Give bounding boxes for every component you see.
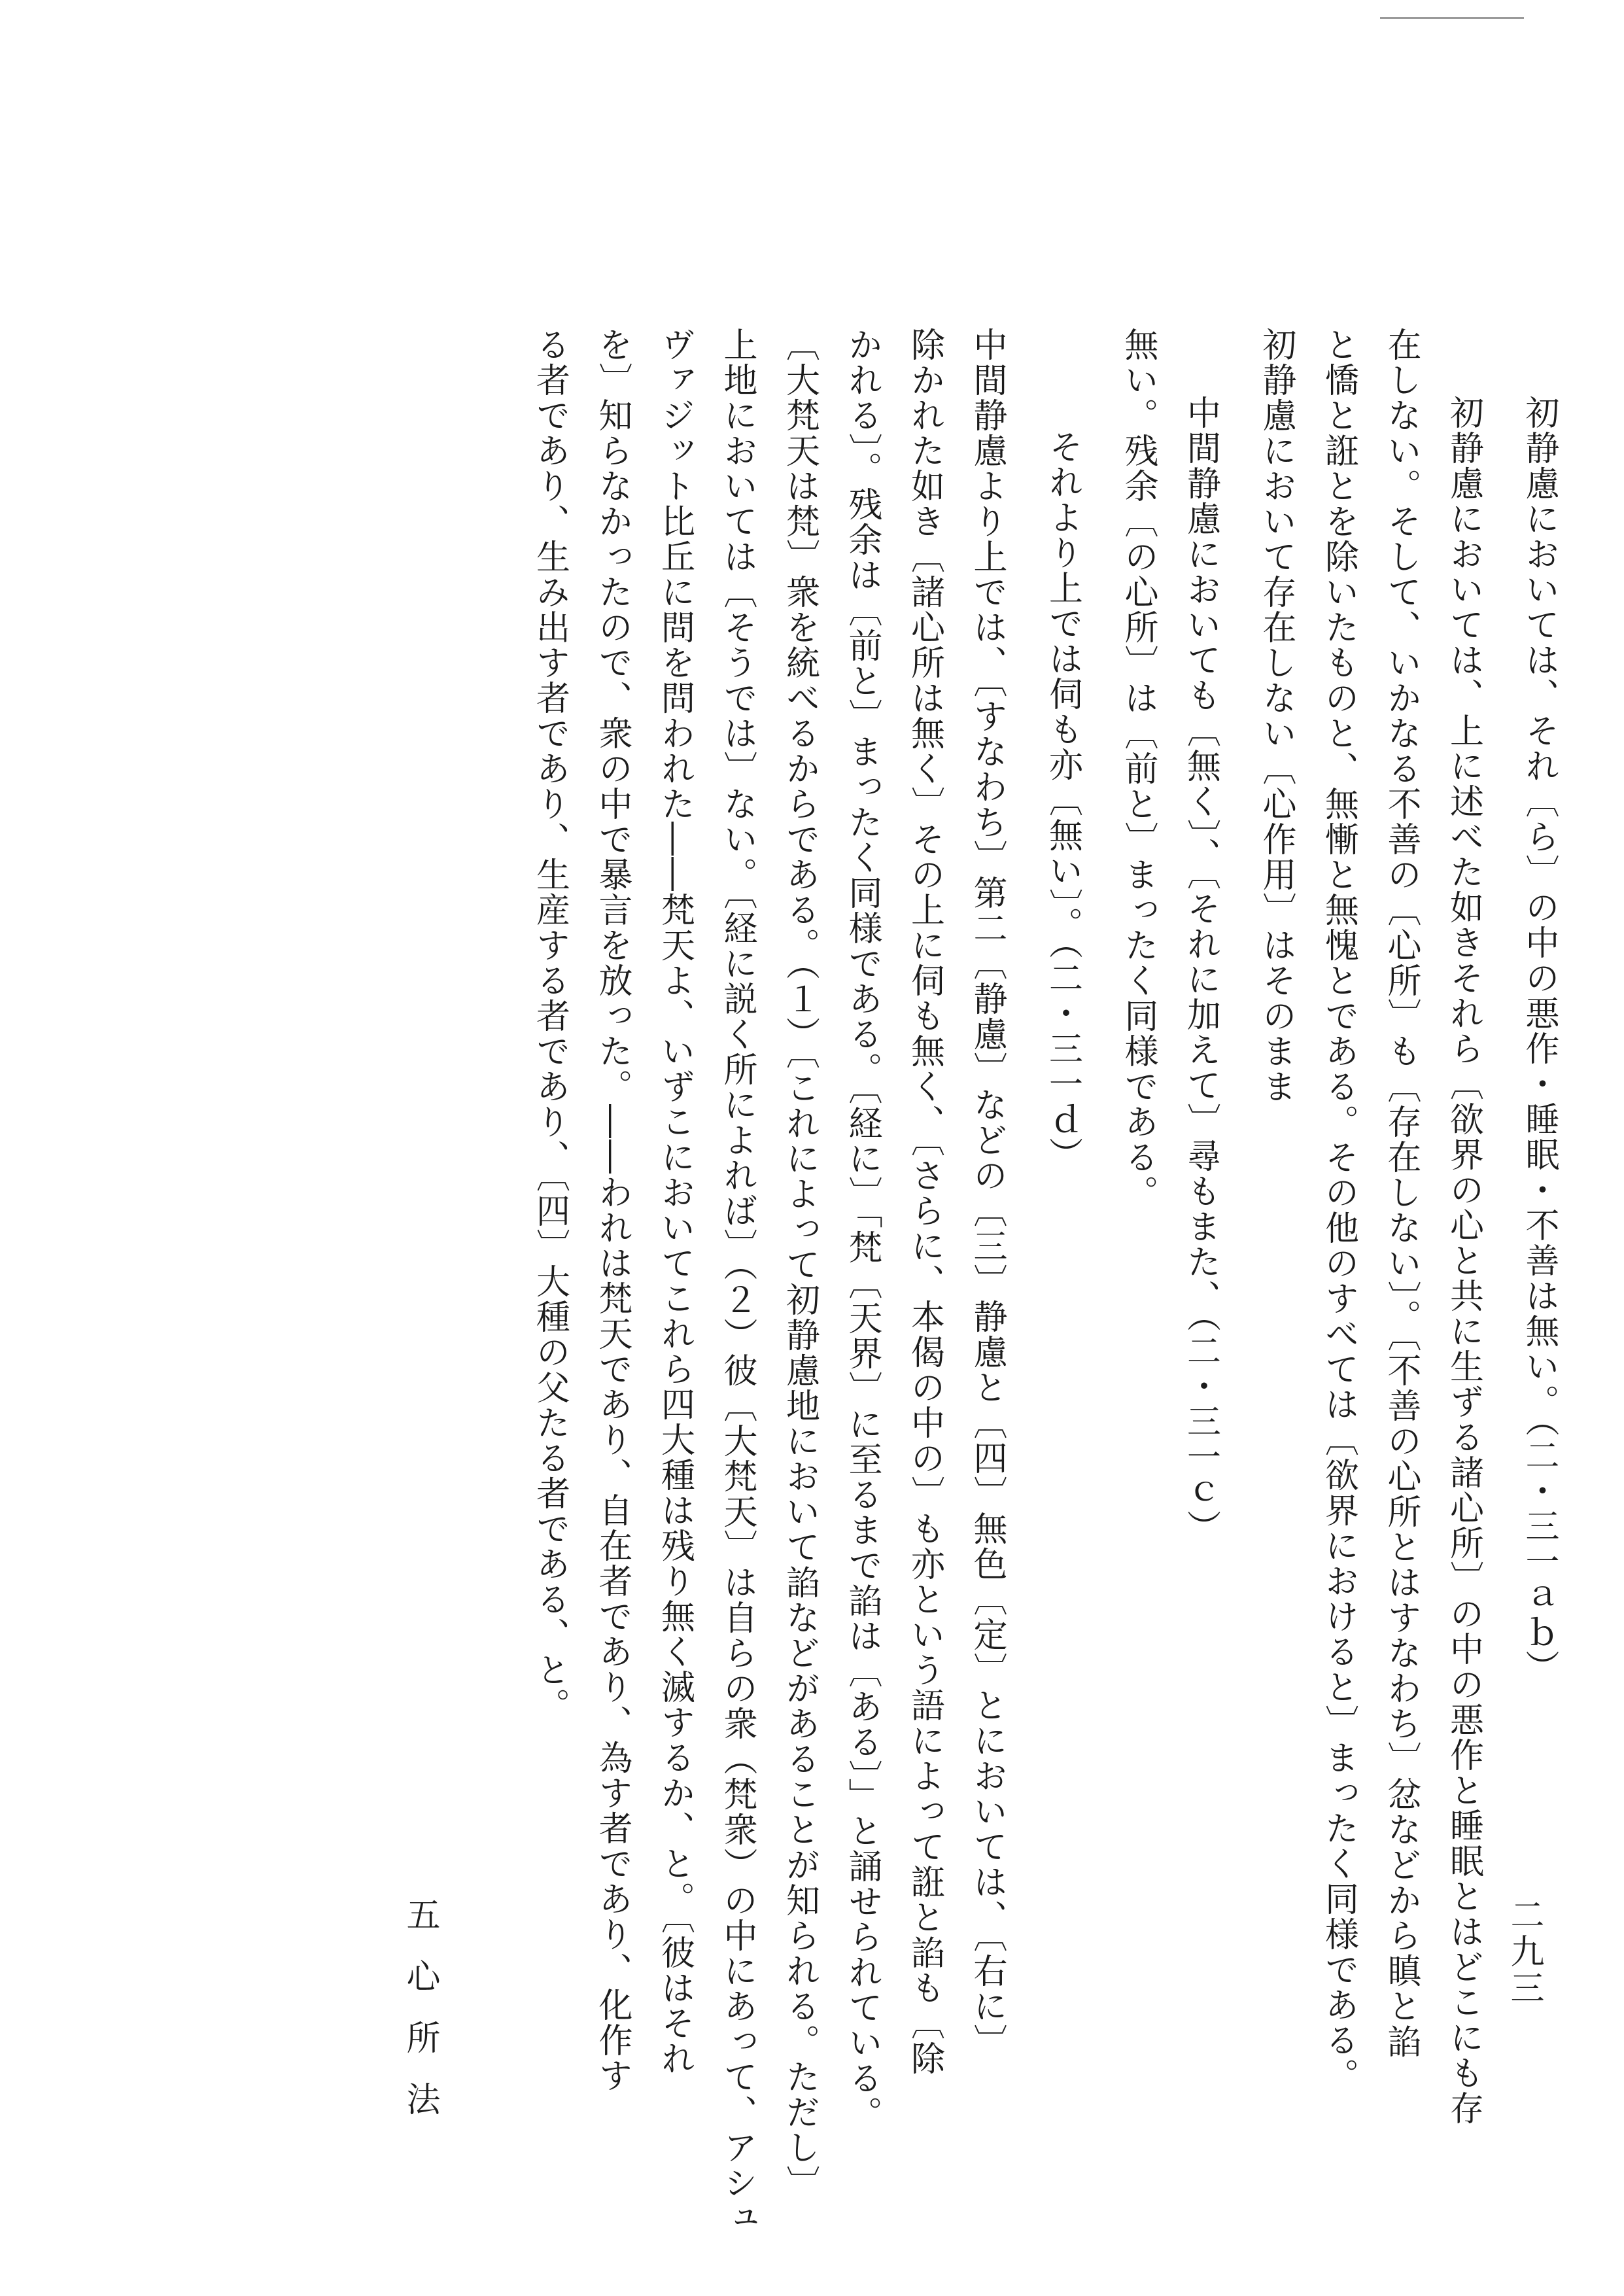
top-rule-line (1380, 17, 1524, 19)
verse-line: 中間静慮においても〔無く〕、〔それに加えて〕尋もまた、（二・三一ｃ） (1181, 395, 1220, 1545)
commentary-line: 中間静慮より上では、〔すなわち〕第二〔静慮〕などの〔三〕静慮と〔四〕無色〔定〕とにおいては、〔右に〕 (967, 327, 1007, 2059)
commentary-line: る者であり、生み出す者であり、生産する者であり、〔四〕大種の父たる者である、と。 (530, 327, 570, 1723)
commentary-line: 在しない。そして、いかなる不善の〔心所〕も〔存在しない〕。〔不善の心所とはすなわち〕忿などから瞋と諂 (1381, 327, 1421, 2059)
commentary-line: を〕知らなかったので、衆の中で暴言を放った。――われは梵天であり、自在者であり、為す者であり、化作す (593, 327, 632, 2093)
commentary-line: 除かれた如き〔諸心所は無く〕その上に伺も無く、〔さらに、本偈の中の〕も亦という語によって誑と諂も〔除 (905, 327, 944, 2076)
commentary-line: ヴァジット比丘に問を問われた――梵天よ、いずこにおいてこれら四大種は残り無く滅するか、と。〔彼はそれ (655, 327, 695, 2076)
commentary-line: 〔大梵天は梵〕衆を統べるからである。（１）〔これによって初静慮地において諂などがあることが知られる。ただし〕 (780, 327, 820, 2200)
verse-line: それより上では伺も亦〔無い〕。（二・三一ｄ） (1043, 429, 1082, 1172)
verse-line: 無い。残余〔の心所〕は〔前と〕まったく同様である。 (1118, 327, 1158, 1210)
commentary-line: 初静慮において存在しない〔心作用〕はそのまま (1256, 327, 1296, 1104)
page-number: 二九三 (1504, 1897, 1544, 2007)
commentary-line: 初静慮においては、上に述べた如きそれら〔欲界の心と共に生ずる諸心所〕の中の悪作と睡眠とはどこにも存 (1443, 395, 1483, 2126)
verse-line: 初静慮においては、それ〔ら〕の中の悪作・睡眠・不善は無い。（二・三一ａｂ） (1519, 395, 1559, 1685)
commentary-line: かれる〕。残余は〔前と〕まったく同様である。〔経に〕「梵〔天界〕に至るまで諂は〔ある〕」と誦せられている。 (842, 327, 882, 2131)
commentary-line: と憍と誑とを除いたものと、無慚と無愧とである。その他のすべては〔欲界におけると〕まったく同様である。 (1319, 327, 1358, 2093)
commentary-line: 上地においては〔そうでは〕ない。〔経に説く所によれば〕（２）彼〔大梵天〕は自らの衆（梵衆）の中にあって、アシュ (717, 327, 757, 2236)
running-title: 五心所法 (400, 1897, 440, 2143)
